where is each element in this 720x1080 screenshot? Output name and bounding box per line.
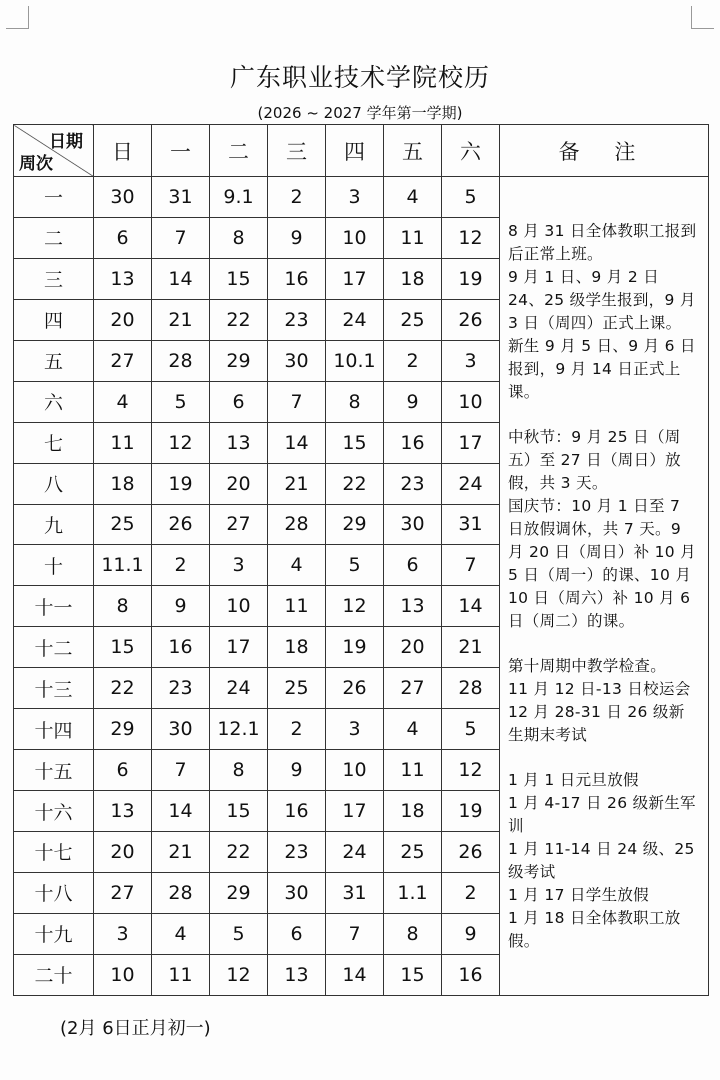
date-cell: 22 bbox=[210, 832, 268, 873]
week-number-cell: 十 bbox=[14, 545, 94, 586]
date-cell: 2 bbox=[384, 340, 442, 381]
date-cell: 14 bbox=[152, 791, 210, 832]
date-cell: 23 bbox=[268, 832, 326, 873]
date-cell: 10 bbox=[326, 217, 384, 258]
date-cell: 20 bbox=[94, 832, 152, 873]
date-cell: 23 bbox=[384, 463, 442, 504]
date-cell: 6 bbox=[384, 545, 442, 586]
date-cell: 10 bbox=[210, 586, 268, 627]
date-cell: 31 bbox=[152, 177, 210, 218]
date-cell: 21 bbox=[152, 832, 210, 873]
date-cell: 19 bbox=[442, 258, 500, 299]
date-cell: 7 bbox=[326, 913, 384, 954]
date-cell: 12 bbox=[152, 422, 210, 463]
date-cell: 10 bbox=[94, 954, 152, 995]
date-cell: 26 bbox=[152, 504, 210, 545]
page-title: 广东职业技术学院校历 bbox=[229, 63, 490, 92]
date-cell: 5 bbox=[210, 913, 268, 954]
week-row bbox=[14, 177, 709, 218]
date-cell: 9 bbox=[268, 750, 326, 791]
date-cell: 10 bbox=[442, 381, 500, 422]
date-cell: 11 bbox=[94, 422, 152, 463]
calendar-table bbox=[13, 124, 709, 996]
date-cell: 17 bbox=[210, 627, 268, 668]
date-cell: 4 bbox=[268, 545, 326, 586]
date-cell: 5 bbox=[152, 381, 210, 422]
date-cell: 12 bbox=[210, 954, 268, 995]
remark-line: 9 月 1 日、9 月 2 日 24、25 级学生报到，9 月 3 日（周四）正式上课。 bbox=[508, 267, 696, 332]
date-cell: 8 bbox=[326, 381, 384, 422]
date-cell: 5 bbox=[326, 545, 384, 586]
date-cell: 29 bbox=[94, 709, 152, 750]
remark-line: 1 月 4-17 日 26 级新生军训 bbox=[508, 793, 696, 835]
date-cell: 13 bbox=[384, 586, 442, 627]
date-cell: 14 bbox=[152, 258, 210, 299]
date-cell: 22 bbox=[326, 463, 384, 504]
week-number-cell: 十五 bbox=[14, 750, 94, 791]
date-cell: 10.1 bbox=[326, 340, 384, 381]
remark-line: 第十周期中教学检查。 bbox=[508, 656, 667, 675]
date-cell: 20 bbox=[94, 299, 152, 340]
day-header-sat: 六 bbox=[442, 125, 500, 177]
date-cell: 2 bbox=[268, 177, 326, 218]
date-cell: 15 bbox=[210, 791, 268, 832]
date-cell: 23 bbox=[268, 299, 326, 340]
remark-line: 1 月 11-14 日 24 级、25 级考试 bbox=[508, 839, 695, 881]
date-cell: 28 bbox=[442, 668, 500, 709]
date-cell: 16 bbox=[268, 791, 326, 832]
week-number-cell: 十六 bbox=[14, 791, 94, 832]
week-number-cell: 五 bbox=[14, 340, 94, 381]
remark-line: 1 月 18 日全体教职工放假。 bbox=[508, 908, 681, 950]
footer-note: (2月 6日正月初一) bbox=[60, 1018, 211, 1039]
corner-label-week: 周次 bbox=[19, 154, 53, 174]
date-cell: 30 bbox=[268, 872, 326, 913]
date-cell: 23 bbox=[152, 668, 210, 709]
date-cell: 6 bbox=[210, 381, 268, 422]
date-cell: 12 bbox=[326, 586, 384, 627]
date-cell: 31 bbox=[326, 872, 384, 913]
remark-line: 8 月 31 日全体教职工报到后正常上班。 bbox=[508, 221, 697, 263]
remarks-header: 备 注 bbox=[500, 125, 709, 177]
date-cell: 3 bbox=[94, 913, 152, 954]
date-cell: 26 bbox=[442, 832, 500, 873]
date-cell: 8 bbox=[210, 750, 268, 791]
date-cell: 3 bbox=[326, 709, 384, 750]
date-cell: 3 bbox=[210, 545, 268, 586]
date-cell: 24 bbox=[326, 299, 384, 340]
date-cell: 9 bbox=[384, 381, 442, 422]
corner-header-cell bbox=[14, 125, 94, 177]
date-cell: 12 bbox=[442, 750, 500, 791]
date-cell: 7 bbox=[152, 750, 210, 791]
date-cell: 5 bbox=[442, 709, 500, 750]
date-cell: 2 bbox=[268, 709, 326, 750]
remark-group bbox=[508, 426, 700, 633]
week-number-cell: 二十 bbox=[14, 954, 94, 995]
date-cell: 24 bbox=[442, 463, 500, 504]
day-header-wed: 三 bbox=[268, 125, 326, 177]
date-cell: 8 bbox=[384, 913, 442, 954]
date-cell: 30 bbox=[268, 340, 326, 381]
remark-line: 11 月 12 日-13 日校运会 bbox=[508, 679, 691, 698]
header-row bbox=[14, 125, 709, 177]
date-cell: 8 bbox=[210, 217, 268, 258]
date-cell: 16 bbox=[384, 422, 442, 463]
day-header-sun: 日 bbox=[94, 125, 152, 177]
date-cell: 25 bbox=[384, 299, 442, 340]
remark-line: 12 月 28-31 日 26 级新生期末考试 bbox=[508, 702, 685, 744]
remark-line: 1 月 1 日元旦放假 bbox=[508, 770, 639, 789]
remark-group bbox=[508, 220, 700, 404]
date-cell: 11 bbox=[152, 954, 210, 995]
date-cell: 17 bbox=[326, 258, 384, 299]
date-cell: 25 bbox=[94, 504, 152, 545]
date-cell: 7 bbox=[442, 545, 500, 586]
date-cell: 24 bbox=[326, 832, 384, 873]
date-cell: 18 bbox=[268, 627, 326, 668]
date-cell: 11.1 bbox=[94, 545, 152, 586]
date-cell: 13 bbox=[268, 954, 326, 995]
date-cell: 11 bbox=[384, 750, 442, 791]
week-number-cell: 十九 bbox=[14, 913, 94, 954]
remark-line: 新生 9 月 5 日、9 月 6 日报到，9 月 14 日正式上课。 bbox=[508, 336, 696, 401]
date-cell: 21 bbox=[152, 299, 210, 340]
date-cell: 29 bbox=[326, 504, 384, 545]
date-cell: 22 bbox=[94, 668, 152, 709]
date-cell: 6 bbox=[94, 217, 152, 258]
remark-group bbox=[508, 769, 700, 953]
remark-line: 国庆节：10 月 1 日至 7 日放假调休，共 7 天。9 月 20 日（周日）补 10 月 5 日（周一）的课、10 月 10 日（周六）补 10 月 6 日（周二）的课。 bbox=[508, 496, 696, 630]
day-header-mon: 一 bbox=[152, 125, 210, 177]
calendar-body bbox=[14, 177, 709, 996]
remark-line: 中秋节：9 月 25 日（周五）至 27 日（周日）放假，共 3 天。 bbox=[508, 427, 681, 492]
date-cell: 27 bbox=[94, 340, 152, 381]
week-number-cell: 十八 bbox=[14, 872, 94, 913]
date-cell: 25 bbox=[384, 832, 442, 873]
date-cell: 29 bbox=[210, 340, 268, 381]
date-cell: 8 bbox=[94, 586, 152, 627]
date-cell: 5 bbox=[442, 177, 500, 218]
remark-line: 1 月 17 日学生放假 bbox=[508, 885, 649, 904]
date-cell: 14 bbox=[442, 586, 500, 627]
date-cell: 9 bbox=[268, 217, 326, 258]
date-cell: 15 bbox=[94, 627, 152, 668]
date-cell: 18 bbox=[384, 258, 442, 299]
date-cell: 4 bbox=[384, 709, 442, 750]
date-cell: 22 bbox=[210, 299, 268, 340]
remarks-cell bbox=[500, 177, 709, 996]
date-cell: 11 bbox=[268, 586, 326, 627]
week-number-cell: 六 bbox=[14, 381, 94, 422]
date-cell: 3 bbox=[442, 340, 500, 381]
date-cell: 16 bbox=[268, 258, 326, 299]
week-number-cell: 八 bbox=[14, 463, 94, 504]
page-corner-mark-left bbox=[6, 6, 29, 29]
date-cell: 27 bbox=[94, 872, 152, 913]
date-cell: 20 bbox=[210, 463, 268, 504]
week-number-cell: 二 bbox=[14, 217, 94, 258]
date-cell: 24 bbox=[210, 668, 268, 709]
date-cell: 13 bbox=[94, 791, 152, 832]
date-cell: 14 bbox=[268, 422, 326, 463]
date-cell: 26 bbox=[326, 668, 384, 709]
date-cell: 6 bbox=[94, 750, 152, 791]
date-cell: 27 bbox=[210, 504, 268, 545]
date-cell: 18 bbox=[384, 791, 442, 832]
date-cell: 1.1 bbox=[384, 872, 442, 913]
date-cell: 17 bbox=[442, 422, 500, 463]
date-cell: 27 bbox=[384, 668, 442, 709]
date-cell: 29 bbox=[210, 872, 268, 913]
date-cell: 9 bbox=[152, 586, 210, 627]
week-number-cell: 四 bbox=[14, 299, 94, 340]
date-cell: 2 bbox=[152, 545, 210, 586]
date-cell: 19 bbox=[442, 791, 500, 832]
date-cell: 28 bbox=[152, 340, 210, 381]
date-cell: 14 bbox=[326, 954, 384, 995]
date-cell: 7 bbox=[268, 381, 326, 422]
page-subtitle: (2026 ~ 2027 学年第一学期) bbox=[257, 104, 463, 122]
corner-label-date: 日期 bbox=[49, 132, 83, 152]
date-cell: 17 bbox=[326, 791, 384, 832]
week-number-cell: 九 bbox=[14, 504, 94, 545]
page-corner-mark-right bbox=[691, 6, 714, 29]
remark-group bbox=[508, 655, 700, 747]
date-cell: 10 bbox=[326, 750, 384, 791]
date-cell: 31 bbox=[442, 504, 500, 545]
week-number-cell: 三 bbox=[14, 258, 94, 299]
date-cell: 30 bbox=[152, 709, 210, 750]
date-cell: 13 bbox=[94, 258, 152, 299]
date-cell: 30 bbox=[384, 504, 442, 545]
date-cell: 12 bbox=[442, 217, 500, 258]
date-cell: 3 bbox=[326, 177, 384, 218]
date-cell: 4 bbox=[152, 913, 210, 954]
week-number-cell: 十一 bbox=[14, 586, 94, 627]
date-cell: 28 bbox=[268, 504, 326, 545]
date-cell: 12.1 bbox=[210, 709, 268, 750]
date-cell: 18 bbox=[94, 463, 152, 504]
day-header-thu: 四 bbox=[326, 125, 384, 177]
date-cell: 15 bbox=[326, 422, 384, 463]
date-cell: 19 bbox=[326, 627, 384, 668]
date-cell: 15 bbox=[210, 258, 268, 299]
week-number-cell: 一 bbox=[14, 177, 94, 218]
date-cell: 7 bbox=[152, 217, 210, 258]
date-cell: 30 bbox=[94, 177, 152, 218]
date-cell: 4 bbox=[384, 177, 442, 218]
date-cell: 20 bbox=[384, 627, 442, 668]
date-cell: 28 bbox=[152, 872, 210, 913]
date-cell: 11 bbox=[384, 217, 442, 258]
date-cell: 15 bbox=[384, 954, 442, 995]
date-cell: 13 bbox=[210, 422, 268, 463]
date-cell: 21 bbox=[442, 627, 500, 668]
date-cell: 21 bbox=[268, 463, 326, 504]
week-number-cell: 十三 bbox=[14, 668, 94, 709]
date-cell: 2 bbox=[442, 872, 500, 913]
date-cell: 9 bbox=[442, 913, 500, 954]
week-number-cell: 十七 bbox=[14, 832, 94, 873]
day-header-tue: 二 bbox=[210, 125, 268, 177]
date-cell: 16 bbox=[152, 627, 210, 668]
day-header-fri: 五 bbox=[384, 125, 442, 177]
date-cell: 4 bbox=[94, 381, 152, 422]
week-number-cell: 十二 bbox=[14, 627, 94, 668]
date-cell: 19 bbox=[152, 463, 210, 504]
date-cell: 9.1 bbox=[210, 177, 268, 218]
week-number-cell: 十四 bbox=[14, 709, 94, 750]
date-cell: 26 bbox=[442, 299, 500, 340]
date-cell: 16 bbox=[442, 954, 500, 995]
date-cell: 6 bbox=[268, 913, 326, 954]
date-cell: 25 bbox=[268, 668, 326, 709]
week-number-cell: 七 bbox=[14, 422, 94, 463]
